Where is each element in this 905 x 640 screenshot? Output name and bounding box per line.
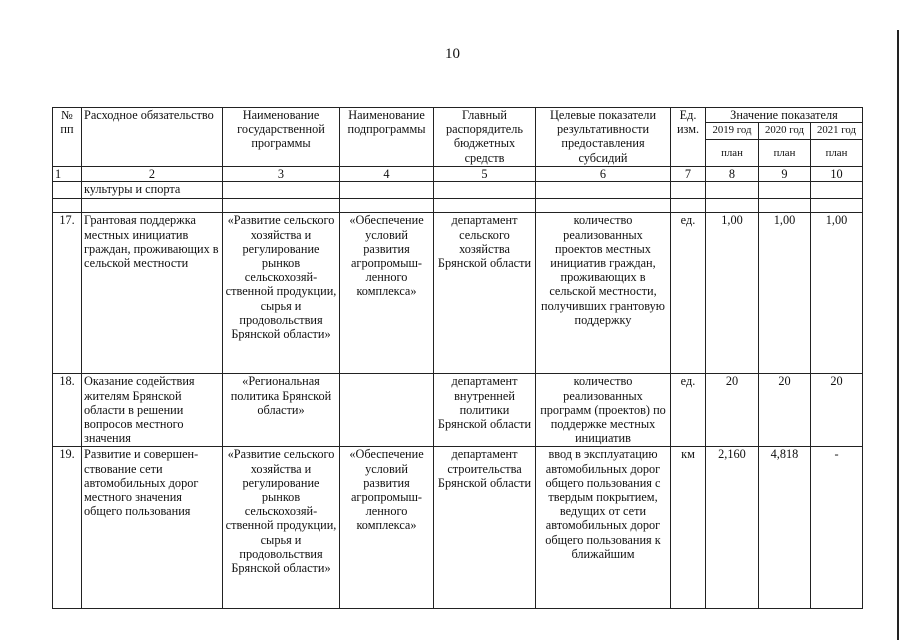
row-19-manager: департамент строительства Брянской области: [434, 447, 536, 609]
row-17-program: «Развитие сельского хозяйства и регулирование рынков сельскохозяй-ственной продукции, сырья и продовольствия Брянской области»: [223, 213, 340, 374]
header-plan-2021: план: [811, 140, 863, 167]
header-num: № пп: [53, 108, 82, 167]
row-17-value-2019: 1,00: [706, 213, 759, 374]
page-number: 10: [445, 46, 460, 62]
header-year-2019: 2019 год: [706, 123, 759, 140]
colnum-2: 2: [82, 167, 223, 182]
header-obligation: Расходное обязательство: [82, 108, 223, 167]
header-unit: Ед. изм.: [671, 108, 706, 167]
row-17-obligation: Грантовая поддержка местных инициатив граждан, проживающих в сельской местности: [82, 213, 223, 374]
header-subprogram: Наименование подпрограммы: [340, 108, 434, 167]
row-18-value-2020: 20: [759, 374, 811, 447]
colnum-4: 4: [340, 167, 434, 182]
row-19-value-2021: -: [811, 447, 863, 609]
row-17-indicator: количество реализованных проектов местных инициатив граждан, проживающих в сельской местности, получивших грантовую поддержку: [536, 213, 671, 374]
colnum-10: 10: [811, 167, 863, 182]
row-18-value-2019: 20: [706, 374, 759, 447]
colnum-9: 9: [759, 167, 811, 182]
colnum-1: 1: [53, 167, 82, 182]
colnum-8: 8: [706, 167, 759, 182]
row-17-value-2021: 1,00: [811, 213, 863, 374]
colnum-3: 3: [223, 167, 340, 182]
row-19-program: «Развитие сельского хозяйства и регулирование рынков сельскохозяй-ственной продукции, сырья и продовольствия Брянской области»: [223, 447, 340, 609]
row-19-num: 19.: [53, 447, 82, 609]
row-18-subprogram: [340, 374, 434, 447]
row-17-manager: департамент сельского хозяйства Брянской области: [434, 213, 536, 374]
row-18-program: «Региональная политика Брянской области»: [223, 374, 340, 447]
header-plan-2019: план: [706, 140, 759, 167]
row-18-num: 18.: [53, 374, 82, 447]
row-19-value-2019: 2,160: [706, 447, 759, 609]
row-17-num: 17.: [53, 213, 82, 374]
header-program: Наименование государственной программы: [223, 108, 340, 167]
table-row: [53, 447, 863, 609]
row-18-unit: ед.: [671, 374, 706, 447]
header-year-2020: 2020 год: [759, 123, 811, 140]
header-value: Значение показателя: [706, 108, 863, 123]
row-19-unit: км: [671, 447, 706, 609]
table-row: [53, 213, 863, 374]
header-year-2021: 2021 год: [811, 123, 863, 140]
header-plan-2020: план: [759, 140, 811, 167]
row-18-value-2021: 20: [811, 374, 863, 447]
row-19-indicator: ввод в эксплуатацию автомобильных дорог общего пользования с твердым покрытием, ведущих от сети автомобильных дорог общего пользования к ближайшим: [536, 447, 671, 609]
colnum-5: 5: [434, 167, 536, 182]
row-19-obligation: Развитие и совершен-ствование сети автомобильных дорог местного значения общего пользования: [82, 447, 223, 609]
table-row: [53, 374, 863, 447]
row-17-value-2020: 1,00: [759, 213, 811, 374]
subsidy-indicators-table: [52, 107, 863, 609]
row-17-subprogram: «Обеспечение условий развития агропромыш-ленного комплекса»: [340, 213, 434, 374]
row-17-unit: ед.: [671, 213, 706, 374]
row-19-subprogram: «Обеспечение условий развития агропромыш-ленного комплекса»: [340, 447, 434, 609]
header-indicators: Целевые показатели результативности предоставления субсидий: [536, 108, 671, 167]
row-18-obligation: Оказание содействия жителям Брянской области в решении вопросов местного значения: [82, 374, 223, 447]
continuation-obligation: культуры и спорта: [82, 182, 223, 199]
row-19-value-2020: 4,818: [759, 447, 811, 609]
header-manager: Главный распорядитель бюджетных средств: [434, 108, 536, 167]
colnum-6: 6: [536, 167, 671, 182]
scan-edge-line: [897, 30, 899, 640]
row-18-indicator: количество реализованных программ (проектов) по поддержке местных инициатив: [536, 374, 671, 447]
row-18-manager: департамент внутренней политики Брянской области: [434, 374, 536, 447]
colnum-7: 7: [671, 167, 706, 182]
